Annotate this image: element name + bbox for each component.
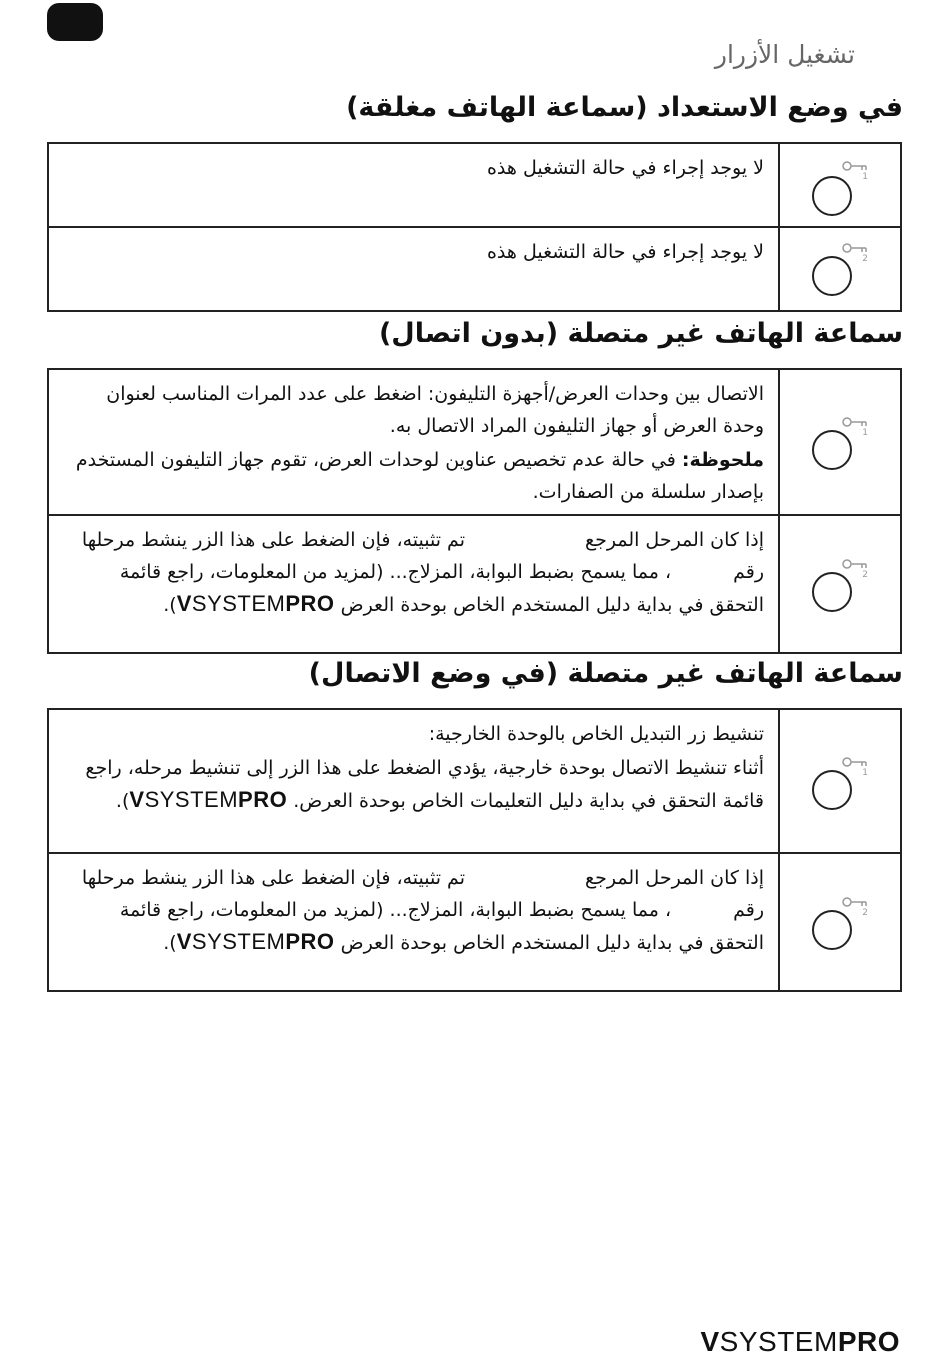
note-text: في حالة عدم تخصيص عناوين لوحدات العرض، تقوم جهاز التليفون المستخدم بإصدار سلسلة من الصفارات. xyxy=(75,449,764,503)
svg-text:1: 1 xyxy=(862,428,868,436)
description-text: إذا كان المرحل المرجعتم تثبيته، فإن الضغط على هذا الزر ينشط مرحلها رقم، مما يسمح بضبط البوابة، المزلاج... (لمزيد من المعلومات، راجع قائمة التحقق في بداية دليل المستخدم الخاص بوحدة العرض VSYSTEMPRO). xyxy=(81,867,764,954)
button-2-cell xyxy=(779,515,901,653)
standby-button-table xyxy=(47,142,902,312)
svg-text:2: 2 xyxy=(862,570,868,578)
key-1-icon xyxy=(842,160,876,180)
section-title-offhook-no-call: سماعة الهاتف غير متصلة (بدون اتصال) xyxy=(378,318,903,349)
vsystempro-logo: VSYSTEMPRO xyxy=(176,591,335,616)
note-paragraph xyxy=(61,444,764,508)
description-text: أثناء تنشيط الاتصال بوحدة خارجية، يؤدي الضغط على هذا الزر إلى تنشيط مرحله، راجع قائمة التحقق في بداية دليل التعليمات الخاص بوحدة العرض. VSYSTEMPRO). xyxy=(85,757,764,812)
description-text: إذا كان المرحل المرجعتم تثبيته، فإن الضغط على هذا الزر ينشط مرحلها رقم، مما يسمح بضبط البوابة، المزلاج... (لمزيد من المعلومات، راجع قائمة التحقق في بداية دليل المستخدم الخاص بوحدة العرض VSYSTEMPRO). xyxy=(81,529,764,616)
table-row xyxy=(48,515,901,653)
table-row xyxy=(48,853,901,991)
button-2-cell xyxy=(779,227,901,311)
svg-text:1: 1 xyxy=(862,768,868,776)
page-number-tab xyxy=(47,3,103,41)
table-row xyxy=(48,143,901,227)
in-call-row-1-desc xyxy=(48,709,779,853)
key-1-icon xyxy=(842,416,876,436)
description-text: لا يوجد إجراء في حالة التشغيل هذه xyxy=(486,157,764,179)
vsystempro-logo: VSYSTEMPRO xyxy=(129,787,288,812)
note-label: ملحوظة: xyxy=(681,449,764,471)
in-call-row-2-desc xyxy=(48,853,779,991)
table-row xyxy=(48,227,901,311)
description-text: الاتصال بين وحدات العرض/أجهزة التليفون: اضغط على عدد المرات المناسب لعنوان وحدة العرض أو جهاز التليفون المراد الاتصال به. xyxy=(106,383,764,437)
offhook-row-1-desc xyxy=(48,369,779,515)
key-2-icon xyxy=(842,242,876,262)
svg-text:1: 1 xyxy=(862,172,868,180)
standby-row-1-desc xyxy=(48,143,779,227)
key-2-icon xyxy=(842,558,876,578)
offhook-in-call-button-table xyxy=(47,708,902,992)
button-1-cell xyxy=(779,709,901,853)
button-circle-icon xyxy=(812,430,852,470)
button-circle-icon xyxy=(812,176,852,216)
button-circle-icon xyxy=(812,770,852,810)
key-1-icon xyxy=(842,756,876,776)
offhook-no-call-button-table xyxy=(47,368,902,654)
button-1-cell xyxy=(779,143,901,227)
table-row xyxy=(48,369,901,515)
description-text: تنشيط زر التبديل الخاص بالوحدة الخارجية: xyxy=(428,723,764,745)
svg-text:2: 2 xyxy=(862,908,868,916)
button-circle-icon xyxy=(812,572,852,612)
svg-text:2: 2 xyxy=(862,254,868,262)
button-circle-icon xyxy=(812,256,852,296)
page-title: تشغيل الأزرار xyxy=(714,40,855,69)
button-2-cell xyxy=(779,853,901,991)
vsystempro-logo: VSYSTEMPRO xyxy=(176,929,335,954)
button-1-cell xyxy=(779,369,901,515)
description-text: لا يوجد إجراء في حالة التشغيل هذه xyxy=(486,241,764,263)
section-title-offhook-in-call: سماعة الهاتف غير متصلة (في وضع الاتصال) xyxy=(308,658,903,689)
table-row xyxy=(48,709,901,853)
standby-row-2-desc xyxy=(48,227,779,311)
section-title-standby: في وضع الاستعداد (سماعة الهاتف مغلقة) xyxy=(346,92,903,123)
offhook-row-2-desc xyxy=(48,515,779,653)
footer-vsystempro-logo: VSYSTEMPRO xyxy=(700,1326,900,1357)
key-2-icon xyxy=(842,896,876,916)
button-circle-icon xyxy=(812,910,852,950)
